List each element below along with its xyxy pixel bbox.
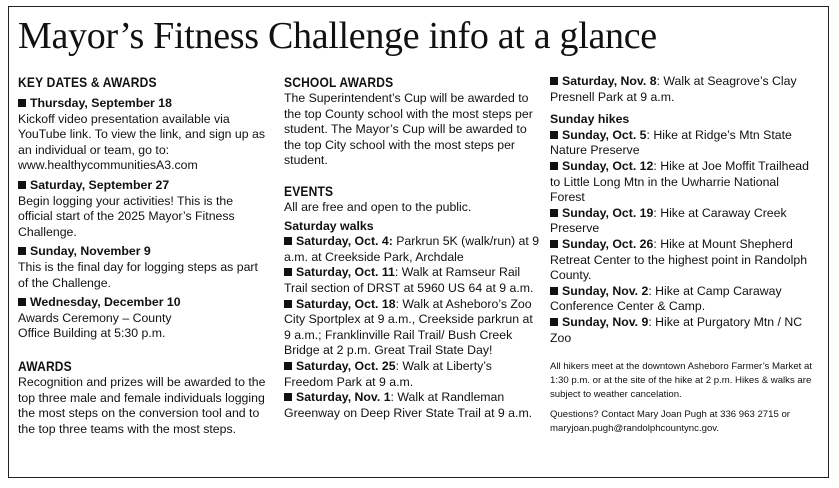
bullet-square-icon bbox=[18, 247, 26, 255]
awards-heading: AWARDS bbox=[18, 357, 72, 374]
column-key-dates bbox=[18, 74, 270, 437]
column-hikes bbox=[550, 74, 812, 436]
bullet-square-icon bbox=[550, 131, 558, 139]
walk-date: Saturday, Oct. 25 bbox=[296, 358, 396, 373]
hike-text: : Hike at Mount Shepherd Retreat Center to the highest point in Randolph County. bbox=[550, 236, 808, 283]
walk-item bbox=[284, 359, 540, 390]
hike-item bbox=[550, 284, 812, 315]
walk-item bbox=[284, 390, 540, 421]
key-date-text: Awards Ceremony – County Office Building at 5:30 p.m. bbox=[18, 310, 172, 341]
walk-text: : Walk at Seagrove’s Clay Presnell Park at 9 a.m. bbox=[550, 74, 797, 104]
hike-date: Sunday, Oct. 5 bbox=[562, 127, 647, 142]
key-dates-heading: KEY DATES & AWARDS bbox=[18, 74, 157, 90]
contact-info: Questions? Contact Mary Joan Pugh at 336 963 2715 or maryjoan.pugh@randolphcountync.gov. bbox=[550, 409, 790, 435]
bullet-square-icon bbox=[284, 268, 292, 276]
walk-item bbox=[284, 297, 540, 359]
bullet-square-icon bbox=[550, 162, 558, 170]
key-date-label: Wednesday, December 10 bbox=[30, 295, 181, 310]
key-date-text: Kickoff video presentation available via YouTube link. To view the link, and sign up as an individual or team, go to: www.healthycommunitiesA3.com bbox=[18, 111, 266, 173]
bullet-square-icon bbox=[550, 77, 558, 85]
saturday-walks-heading: Saturday walks bbox=[284, 218, 374, 233]
page-title: Mayor’s Fitness Challenge info at a glance bbox=[18, 15, 657, 57]
key-date-text: Begin logging your activities! This is the official start of the 2025 Mayor’s Fitness Challenge. bbox=[18, 193, 235, 239]
bullet-square-icon bbox=[284, 237, 292, 245]
key-date-label: Sunday, November 9 bbox=[30, 244, 151, 259]
key-date-text: This is the final day for logging steps as part of the Challenge. bbox=[18, 259, 258, 290]
hike-date: Sunday, Oct. 26 bbox=[562, 236, 654, 251]
walk-text: : Walk at Randleman Greenway on Deep River State Trail at 9 a.m. bbox=[284, 390, 533, 420]
hikers-note: All hikers meet at the downtown Asheboro Farmer’s Market at 1:30 p.m. or at the site of the hike at 2 p.m. Hikes & walks are subject to weather cancelation. bbox=[550, 361, 812, 401]
school-awards-heading: SCHOOL AWARDS bbox=[284, 74, 394, 90]
key-date-item bbox=[18, 178, 270, 240]
walk-date: Saturday, Oct. 11 bbox=[296, 265, 395, 280]
hike-item bbox=[550, 315, 812, 346]
bullet-square-icon bbox=[550, 287, 558, 295]
bullet-square-icon bbox=[18, 99, 26, 107]
key-date-item bbox=[18, 295, 270, 342]
events-intro: All are free and open to the public. bbox=[284, 199, 472, 214]
hike-text: : Hike at Caraway Creek Preserve bbox=[550, 205, 787, 236]
bullet-square-icon bbox=[550, 318, 558, 326]
hike-date: Sunday, Oct. 12 bbox=[562, 158, 654, 173]
walk-text: : Walk at Ramseur Rail Trail section of DRST at 5960 US 64 at 9 a.m. bbox=[284, 265, 534, 295]
walk-date: Saturday, Oct. 18 bbox=[296, 296, 396, 311]
key-date-label: Thursday, September 18 bbox=[30, 96, 172, 110]
key-date-item bbox=[18, 96, 270, 174]
walk-date: Saturday, Nov. 8 bbox=[562, 74, 657, 88]
hike-item bbox=[550, 206, 812, 237]
walk-item bbox=[284, 234, 540, 265]
school-awards-text: The Superintendent’s Cup will be awarded to the top County school with the most steps per student. The Mayor’s Cup will be awarded to the top City school with the most steps per student. bbox=[284, 91, 533, 168]
walk-date: Saturday, Oct. 4: bbox=[296, 234, 393, 249]
hike-item bbox=[550, 237, 812, 284]
events-heading: EVENTS bbox=[284, 182, 334, 199]
hike-text: : Hike at Purgatory Mtn / NC Zoo bbox=[550, 314, 803, 345]
bullet-square-icon bbox=[550, 209, 558, 217]
walk-text: Parkrun 5K (walk/run) at 9 a.m. at Creekside Park, Archdale bbox=[284, 234, 540, 264]
hike-text: : Hike at Ridge’s Mtn State Nature Preserve bbox=[550, 127, 792, 158]
hike-item bbox=[550, 159, 812, 206]
walk-date: Saturday, Nov. 1 bbox=[296, 390, 391, 405]
walk-text: : Walk at Liberty’s Freedom Park at 9 a.m. bbox=[284, 358, 492, 389]
bullet-square-icon bbox=[550, 240, 558, 248]
column-school-events bbox=[284, 74, 540, 421]
walk-item bbox=[550, 74, 812, 105]
sunday-hikes-heading: Sunday hikes bbox=[550, 112, 630, 127]
walk-item bbox=[284, 265, 540, 296]
hike-date: Sunday, Nov. 9 bbox=[562, 314, 649, 329]
walk-text: : Walk at Asheboro’s Zoo City Sportplex at 9 a.m., Creekside parkrun at 9 a.m.; Franklinville Rail Trail/ Bush Creek Bridge at 2 p.m. Great Trail State Day! bbox=[284, 296, 533, 358]
hike-item bbox=[550, 128, 812, 159]
bullet-square-icon bbox=[18, 181, 26, 189]
hike-text: : Hike at Joe Moffit Trailhead to Little Long Mtn in the Uwharrie National Forest bbox=[550, 158, 809, 205]
bullet-square-icon bbox=[284, 362, 292, 370]
key-date-label: Saturday, September 27 bbox=[30, 177, 170, 192]
bullet-square-icon bbox=[284, 300, 292, 308]
hike-date: Sunday, Nov. 2 bbox=[562, 283, 649, 298]
awards-text: Recognition and prizes will be awarded to the top three male and female individuals logging the most steps on the conversion tool and to the top three teams with the most steps. bbox=[18, 374, 266, 436]
key-date-item bbox=[18, 244, 270, 291]
hike-date: Sunday, Oct. 19 bbox=[562, 205, 654, 220]
bullet-square-icon bbox=[18, 298, 26, 306]
bullet-square-icon bbox=[284, 393, 292, 401]
hike-text: : Hike at Camp Caraway Conference Center & Camp. bbox=[550, 283, 782, 314]
